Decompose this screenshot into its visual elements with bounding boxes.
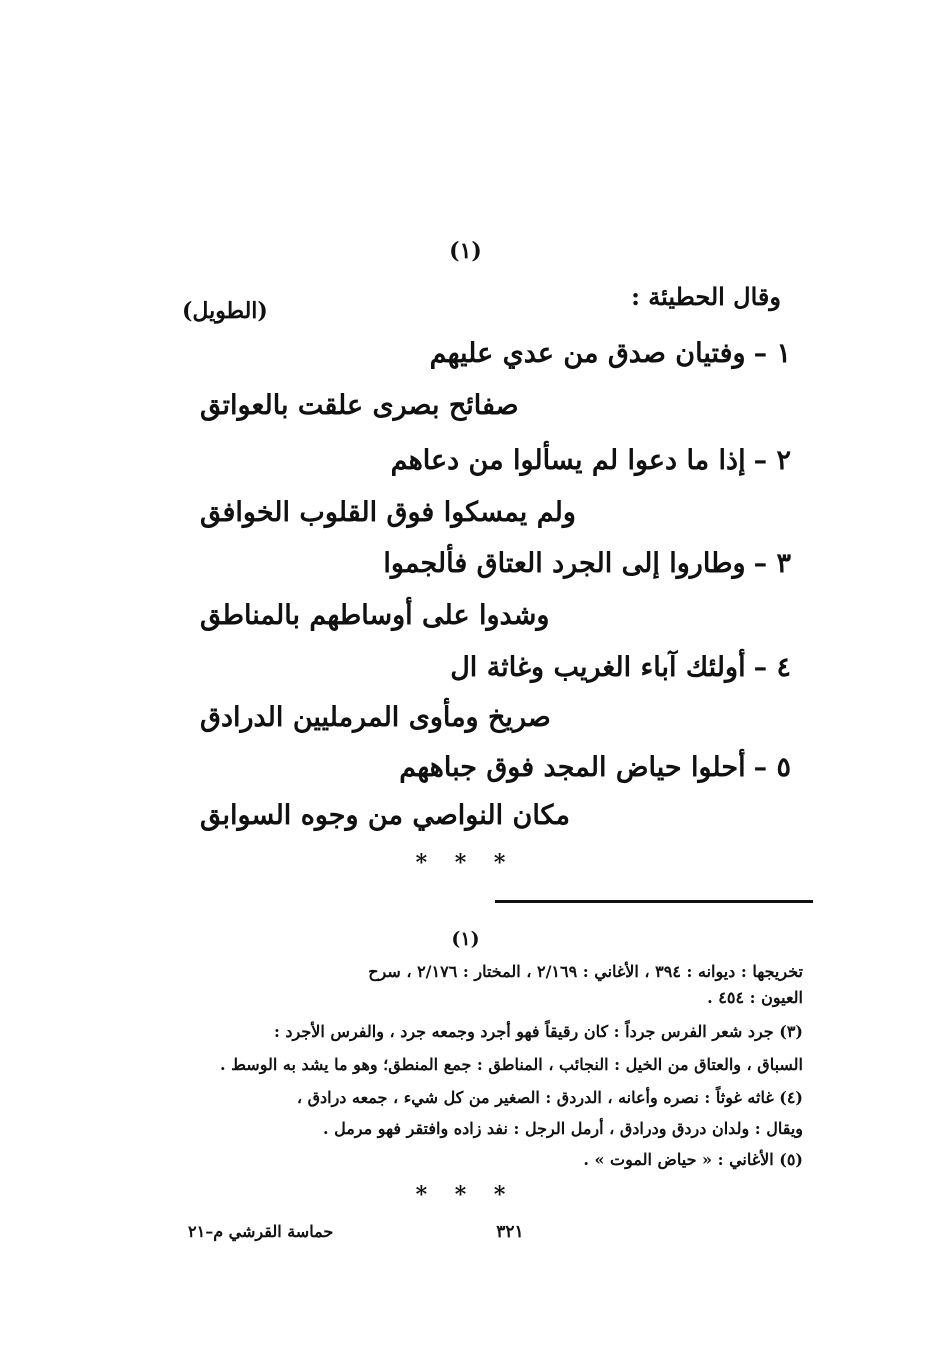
hemistich-text: أولئك آباء الغريب وغاثة ال [450, 652, 746, 683]
footnote-line-1: تخريجها : ديوانه : ٣٩٤ ، الأغاني : ٢/١٦٩ ، المختار : ٢/١٧٦ ، سرح [368, 962, 803, 981]
verse-3-first-hemistich [383, 548, 791, 579]
verse-2-second-hemistich: ولم يمسكوا فوق القلوب الخوافق [200, 497, 576, 528]
verse-5-first-hemistich [399, 752, 791, 783]
poem-meter: (الطويل) [182, 298, 268, 324]
page-number: ٣٢١ [496, 1222, 524, 1242]
hemistich-text: إذا ما دعوا لم يسألوا من دعاهم [390, 445, 746, 476]
verse-number: ١ – [753, 338, 791, 369]
verse-1-first-hemistich [430, 338, 791, 369]
verse-2-first-hemistich [391, 445, 791, 476]
poem-number: (١) [449, 238, 482, 264]
verse-number: ٤ – [753, 652, 791, 683]
verse-4-second-hemistich: صريخ ومأوى المرمليين الدرادق [200, 702, 551, 733]
footnote-number: (١) [451, 928, 480, 950]
footnote-line-7: (٥) الأغاني : « حياض الموت » . [583, 1150, 803, 1169]
section-stars: * * * [415, 850, 516, 876]
verse-4-first-hemistich [450, 652, 791, 683]
running-footer-title: حماسة القرشي م–٢١ [188, 1222, 334, 1241]
verse-number: ٣ – [753, 548, 791, 579]
verse-1-second-hemistich: صفائح بصرى علقت بالعواتق [200, 390, 519, 421]
verse-number: ٥ – [753, 752, 791, 783]
hemistich-text: وطاروا إلى الجرد العتاق فألجموا [383, 548, 746, 579]
footnote-line-6: ويقال : ولدان دردق ودرادق ، أرمل الرجل : نفد زاده وافتقر فهو مرمل . [322, 1119, 803, 1138]
footnote-line-5: (٤) غاثه غوثاً : نصره وأعانه ، الدردق : الصغير من كل شيء ، جمعه درادق ، [296, 1088, 803, 1107]
footnote-line-4: السباق ، والعتاق من الخيل : النجائب ، المناطق : جمع المنطق؛ وهو ما يشد به الوسط . [219, 1055, 803, 1074]
hemistich-text: وفتيان صدق من عدي عليهم [429, 338, 746, 369]
verse-number: ٢ – [753, 445, 791, 476]
footnote-line-2: العيون : ٤٥٤ . [707, 988, 803, 1007]
footnote-divider [495, 900, 813, 903]
verse-3-second-hemistich: وشدوا على أوساطهم بالمناطق [200, 600, 550, 631]
poem-intro: وقال الحطيئة : [631, 282, 781, 311]
hemistich-text: أحلوا حياض المجد فوق جباههم [399, 752, 746, 783]
footnote-line-3: (٣) جرد شعر الفرس جرداً : كان رقيقاً فهو أجرد وجمعه جرد ، والفرس الأجرد : [273, 1022, 803, 1041]
footnote-stars: * * * [415, 1182, 516, 1208]
verse-5-second-hemistich: مكان النواصي من وجوه السوابق [200, 800, 570, 831]
